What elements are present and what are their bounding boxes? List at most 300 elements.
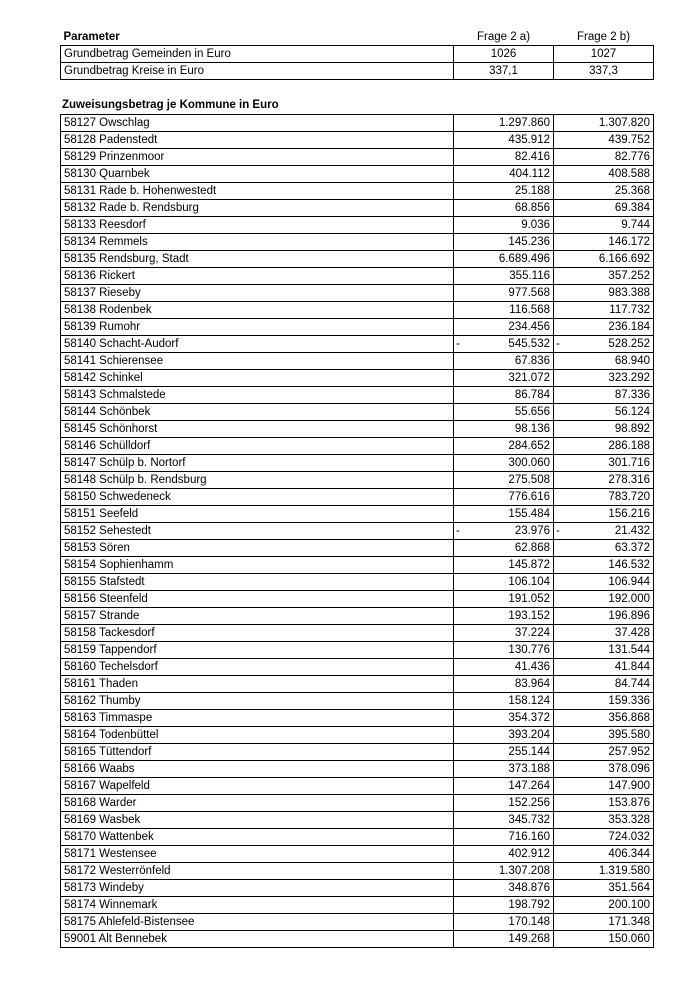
table-row (61, 812, 654, 829)
amount-value: 236.184 (608, 321, 650, 333)
table-row (61, 319, 654, 336)
amount-value: 275.508 (508, 474, 550, 486)
amount-b (554, 625, 654, 642)
amount-b (554, 489, 654, 506)
amount-value: 351.564 (608, 882, 650, 894)
amount-value: 130.776 (508, 644, 550, 656)
amount-a (454, 693, 554, 710)
table-row (61, 659, 654, 676)
municipality-name: 58164 Todenbüttel (61, 727, 454, 744)
amount-b (554, 676, 654, 693)
amount-value: 68.940 (614, 355, 650, 367)
municipality-name: 58158 Tackesdorf (61, 625, 454, 642)
amount-value: 192.000 (608, 593, 650, 605)
amount-value: 56.124 (614, 406, 650, 418)
municipality-name: 58168 Warder (61, 795, 454, 812)
municipality-name: 58172 Westerrönfeld (61, 863, 454, 880)
amount-b (554, 574, 654, 591)
amount-b (554, 608, 654, 625)
municipality-name: 58166 Waabs (61, 761, 454, 778)
amount-b (554, 795, 654, 812)
table-row (61, 268, 654, 285)
table-row (61, 863, 654, 880)
amount-value: 84.744 (614, 678, 650, 690)
municipality-name: 58151 Seefeld (61, 506, 454, 523)
amount-value: 357.252 (608, 270, 650, 282)
amount-value: 98.136 (514, 423, 550, 435)
amount-value: 145.236 (508, 236, 550, 248)
amount-b (554, 387, 654, 404)
parameter-value-a: 1026 (454, 46, 554, 63)
amount-value: 106.944 (608, 576, 650, 588)
amount-a (454, 319, 554, 336)
amount-a (454, 506, 554, 523)
parameter-value-a: 337,1 (454, 63, 554, 80)
amount-b (554, 404, 654, 421)
municipality-name: 58167 Wapelfeld (61, 778, 454, 795)
amount-b (554, 370, 654, 387)
table-row (61, 302, 654, 319)
amount-value: 255.144 (508, 746, 550, 758)
municipality-name: 58160 Techelsdorf (61, 659, 454, 676)
amount-value: 25.368 (614, 185, 650, 197)
allocation-table (60, 114, 654, 948)
amount-value: 393.204 (508, 729, 550, 741)
table-row (61, 744, 654, 761)
table-row (61, 404, 654, 421)
amount-value: 286.188 (608, 440, 650, 452)
amount-a (454, 744, 554, 761)
table-row (61, 132, 654, 149)
table-row (61, 285, 654, 302)
amount-value: 158.124 (508, 695, 550, 707)
amount-a (454, 778, 554, 795)
table-row (61, 149, 654, 166)
amount-b (554, 591, 654, 608)
table-row (61, 336, 654, 353)
column-header-frage-2a: Frage 2 a) (476, 31, 531, 43)
municipality-name: 58139 Rumohr (61, 319, 454, 336)
table-row (61, 897, 654, 914)
amount-a (454, 557, 554, 574)
municipality-name: 58163 Timmaspe (61, 710, 454, 727)
parameter-table (60, 29, 654, 80)
amount-value: 278.316 (608, 474, 650, 486)
amount-a (454, 727, 554, 744)
amount-b (554, 302, 654, 319)
amount-value: 9.744 (621, 219, 650, 231)
amount-a (454, 404, 554, 421)
amount-a (454, 931, 554, 948)
municipality-name: 59001 Alt Bennebek (61, 931, 454, 948)
amount-value: 977.568 (508, 287, 550, 299)
amount-value: 37.224 (514, 627, 550, 639)
amount-b (554, 727, 654, 744)
amount-value: 131.544 (608, 644, 650, 656)
amount-value: 404.112 (509, 168, 550, 180)
amount-b (554, 829, 654, 846)
table-row (61, 574, 654, 591)
amount-value: 116.568 (509, 304, 550, 316)
parameter-table-header (61, 29, 654, 46)
amount-value: 156.216 (608, 508, 650, 520)
municipality-name: 58152 Sehestedt (61, 523, 454, 540)
amount-value: 41.436 (514, 661, 550, 673)
amount-value: 23.976 (514, 525, 550, 537)
table-row (61, 115, 654, 132)
table-row (61, 166, 654, 183)
amount-a (454, 251, 554, 268)
amount-a (454, 608, 554, 625)
table-row (61, 251, 654, 268)
amount-b (554, 251, 654, 268)
municipality-name: 58144 Schönbek (61, 404, 454, 421)
municipality-name: 58150 Schwedeneck (61, 489, 454, 506)
amount-value: 6.689.496 (498, 253, 550, 265)
table-row (61, 727, 654, 744)
amount-value: 200.100 (608, 899, 650, 911)
amount-value: 300.060 (508, 457, 550, 469)
amount-a (454, 166, 554, 183)
negative-sign: - (556, 525, 560, 537)
municipality-name: 58156 Steenfeld (61, 591, 454, 608)
amount-value: 378.096 (608, 763, 650, 775)
amount-b (554, 268, 654, 285)
table-row (61, 880, 654, 897)
amount-value: 528.252 (608, 338, 650, 350)
table-row (61, 829, 654, 846)
table-row (61, 421, 654, 438)
municipality-name: 58128 Padenstedt (61, 132, 454, 149)
amount-value: 724.032 (608, 831, 650, 843)
amount-b (554, 897, 654, 914)
amount-b (554, 421, 654, 438)
amount-b (554, 285, 654, 302)
amount-value: 82.776 (614, 151, 650, 163)
municipality-name: 58141 Schierensee (61, 353, 454, 370)
amount-a (454, 846, 554, 863)
municipality-name: 58173 Windeby (61, 880, 454, 897)
municipality-name: 58136 Rickert (61, 268, 454, 285)
amount-b (554, 200, 654, 217)
amount-value: 106.104 (508, 576, 550, 588)
amount-value: 198.792 (508, 899, 550, 911)
amount-value: 62.868 (514, 542, 550, 554)
amount-a (454, 387, 554, 404)
amount-value: 41.844 (614, 661, 650, 673)
municipality-name: 58129 Prinzenmoor (61, 149, 454, 166)
table-row (61, 846, 654, 863)
table-row (61, 540, 654, 557)
amount-value: 55.656 (514, 406, 550, 418)
amount-value: 68.856 (514, 202, 550, 214)
amount-value: 1.297.860 (498, 117, 550, 129)
table-row (61, 591, 654, 608)
amount-a (454, 710, 554, 727)
negative-sign: - (456, 338, 460, 350)
amount-b (554, 353, 654, 370)
amount-value: 321.072 (508, 372, 550, 384)
parameter-value-b: 337,3 (554, 63, 654, 80)
amount-a (454, 234, 554, 251)
amount-b (554, 540, 654, 557)
amount-value: 98.892 (614, 423, 650, 435)
amount-value: 1.319.580 (598, 865, 650, 877)
amount-b (554, 336, 654, 353)
table-row (61, 778, 654, 795)
amount-value: 171.348 (608, 916, 650, 928)
table-row (61, 234, 654, 251)
table-row (61, 761, 654, 778)
municipality-name: 58169 Wasbek (61, 812, 454, 829)
municipality-name: 58133 Reesdorf (61, 217, 454, 234)
amount-value: 406.344 (608, 848, 650, 860)
amount-a (454, 438, 554, 455)
amount-a (454, 489, 554, 506)
amount-value: 545.532 (508, 338, 550, 350)
table-row (61, 200, 654, 217)
municipality-name: 58162 Thumby (61, 693, 454, 710)
amount-value: 146.172 (608, 236, 650, 248)
amount-value: 150.060 (608, 933, 650, 945)
amount-b (554, 880, 654, 897)
municipality-name: 58131 Rade b. Hohenwestedt (61, 183, 454, 200)
amount-value: 83.964 (514, 678, 550, 690)
table-row (61, 608, 654, 625)
amount-value: 37.428 (614, 627, 650, 639)
amount-value: 354.372 (508, 712, 550, 724)
amount-value: 67.836 (514, 355, 550, 367)
amount-a (454, 880, 554, 897)
amount-value: 193.152 (508, 610, 550, 622)
amount-a (454, 523, 554, 540)
municipality-name: 58140 Schacht-Audorf (61, 336, 454, 353)
amount-b (554, 914, 654, 931)
amount-value: 1.307.820 (598, 117, 650, 129)
allocation-table-body (61, 115, 654, 948)
amount-a (454, 914, 554, 931)
amount-b (554, 812, 654, 829)
amount-value: 395.580 (608, 729, 650, 741)
table-row (61, 370, 654, 387)
table-row (61, 795, 654, 812)
amount-a (454, 455, 554, 472)
amount-a (454, 659, 554, 676)
amount-value: 348.876 (508, 882, 550, 894)
amount-value: 196.896 (608, 610, 650, 622)
negative-sign: - (456, 525, 460, 537)
amount-value: 82.416 (514, 151, 550, 163)
amount-b (554, 132, 654, 149)
amount-a (454, 829, 554, 846)
amount-a (454, 217, 554, 234)
municipality-name: 58138 Rodenbek (61, 302, 454, 319)
municipality-name: 58135 Rendsburg, Stadt (61, 251, 454, 268)
amount-value: 87.336 (614, 389, 650, 401)
municipality-name: 58145 Schönhorst (61, 421, 454, 438)
amount-value: 21.432 (614, 525, 650, 537)
amount-b (554, 693, 654, 710)
amount-a (454, 285, 554, 302)
amount-value: 373.188 (508, 763, 550, 775)
parameter-label: Grundbetrag Gemeinden in Euro (61, 46, 454, 63)
amount-value: 145.872 (508, 559, 550, 571)
amount-b (554, 523, 654, 540)
table-row (61, 676, 654, 693)
amount-b (554, 931, 654, 948)
amount-a (454, 132, 554, 149)
amount-value: 6.166.692 (598, 253, 650, 265)
amount-value: 439.752 (608, 134, 650, 146)
table-row (61, 353, 654, 370)
table-row (61, 472, 654, 489)
amount-b (554, 472, 654, 489)
amount-value: 402.912 (508, 848, 550, 860)
amount-a (454, 676, 554, 693)
amount-a (454, 200, 554, 217)
amount-b (554, 557, 654, 574)
parameter-value-b: 1027 (554, 46, 654, 63)
table-row (61, 914, 654, 931)
amount-a (454, 149, 554, 166)
municipality-name: 58171 Westensee (61, 846, 454, 863)
amount-a (454, 336, 554, 353)
amount-b (554, 863, 654, 880)
table-row (61, 625, 654, 642)
municipality-name: 58174 Winnemark (61, 897, 454, 914)
municipality-name: 58143 Schmalstede (61, 387, 454, 404)
municipality-name: 58132 Rade b. Rendsburg (61, 200, 454, 217)
amount-a (454, 472, 554, 489)
amount-value: 147.264 (508, 780, 550, 792)
amount-a (454, 812, 554, 829)
amount-a (454, 115, 554, 132)
amount-a (454, 625, 554, 642)
municipality-name: 58155 Stafstedt (61, 574, 454, 591)
table-row (61, 693, 654, 710)
municipality-name: 58130 Quarnbek (61, 166, 454, 183)
section-title: Zuweisungsbetrag je Kommune in Euro (62, 99, 279, 111)
municipality-name: 58170 Wattenbek (61, 829, 454, 846)
amount-value: 152.256 (508, 797, 550, 809)
municipality-name: 58134 Remmels (61, 234, 454, 251)
table-row (61, 557, 654, 574)
amount-value: 147.900 (608, 780, 650, 792)
amount-value: 170.148 (508, 916, 550, 928)
amount-b (554, 115, 654, 132)
amount-b (554, 506, 654, 523)
municipality-name: 58157 Strande (61, 608, 454, 625)
amount-value: 356.868 (608, 712, 650, 724)
amount-value: 9.036 (521, 219, 550, 231)
municipality-name: 58137 Rieseby (61, 285, 454, 302)
amount-a (454, 574, 554, 591)
table-row (61, 217, 654, 234)
negative-sign: - (556, 338, 560, 350)
amount-value: 159.336 (608, 695, 650, 707)
municipality-name: 58175 Ahlefeld-Bistensee (61, 914, 454, 931)
amount-value: 284.652 (508, 440, 550, 452)
amount-value: 301.716 (608, 457, 650, 469)
amount-a (454, 795, 554, 812)
table-row (61, 523, 654, 540)
amount-value: 153.876 (608, 797, 650, 809)
amount-value: 776.616 (508, 491, 550, 503)
amount-value: 146.532 (608, 559, 650, 571)
table-row (61, 642, 654, 659)
municipality-name: 58142 Schinkel (61, 370, 454, 387)
amount-a (454, 421, 554, 438)
amount-b (554, 183, 654, 200)
amount-b (554, 710, 654, 727)
column-header-frage-2b: Frage 2 b) (576, 31, 631, 43)
table-row (61, 506, 654, 523)
amount-a (454, 642, 554, 659)
municipality-name: 58153 Sören (61, 540, 454, 557)
amount-value: 1.307.208 (498, 865, 550, 877)
amount-a (454, 370, 554, 387)
amount-a (454, 761, 554, 778)
parameter-row (61, 63, 654, 80)
amount-b (554, 217, 654, 234)
table-row (61, 455, 654, 472)
amount-value: 149.268 (508, 933, 550, 945)
amount-a (454, 540, 554, 557)
municipality-name: 58148 Schülp b. Rendsburg (61, 472, 454, 489)
amount-b (554, 438, 654, 455)
amount-a (454, 591, 554, 608)
amount-b (554, 761, 654, 778)
amount-b (554, 659, 654, 676)
amount-value: 234.456 (508, 321, 550, 333)
table-row (61, 183, 654, 200)
amount-value: 155.484 (508, 508, 550, 520)
amount-a (454, 302, 554, 319)
parameter-header-label: Parameter (63, 31, 120, 43)
parameter-label: Grundbetrag Kreise in Euro (61, 63, 454, 80)
table-row (61, 710, 654, 727)
amount-a (454, 863, 554, 880)
municipality-name: 58161 Thaden (61, 676, 454, 693)
amount-value: 716.160 (508, 831, 550, 843)
amount-value: 323.292 (608, 372, 650, 384)
municipality-name: 58165 Tüttendorf (61, 744, 454, 761)
amount-b (554, 319, 654, 336)
amount-value: 117.732 (609, 304, 650, 316)
amount-value: 63.372 (614, 542, 650, 554)
amount-value: 257.952 (608, 746, 650, 758)
amount-a (454, 268, 554, 285)
table-row (61, 489, 654, 506)
table-row (61, 387, 654, 404)
amount-value: 355.116 (509, 270, 550, 282)
amount-b (554, 846, 654, 863)
amount-b (554, 778, 654, 795)
amount-value: 983.388 (608, 287, 650, 299)
amount-b (554, 455, 654, 472)
amount-b (554, 642, 654, 659)
amount-b (554, 166, 654, 183)
amount-value: 191.052 (508, 593, 550, 605)
amount-value: 25.188 (514, 185, 550, 197)
amount-value: 86.784 (514, 389, 550, 401)
amount-value: 408.588 (608, 168, 650, 180)
amount-b (554, 149, 654, 166)
amount-value: 435.912 (508, 134, 550, 146)
parameter-row (61, 46, 654, 63)
municipality-name: 58159 Tappendorf (61, 642, 454, 659)
amount-value: 783.720 (608, 491, 650, 503)
